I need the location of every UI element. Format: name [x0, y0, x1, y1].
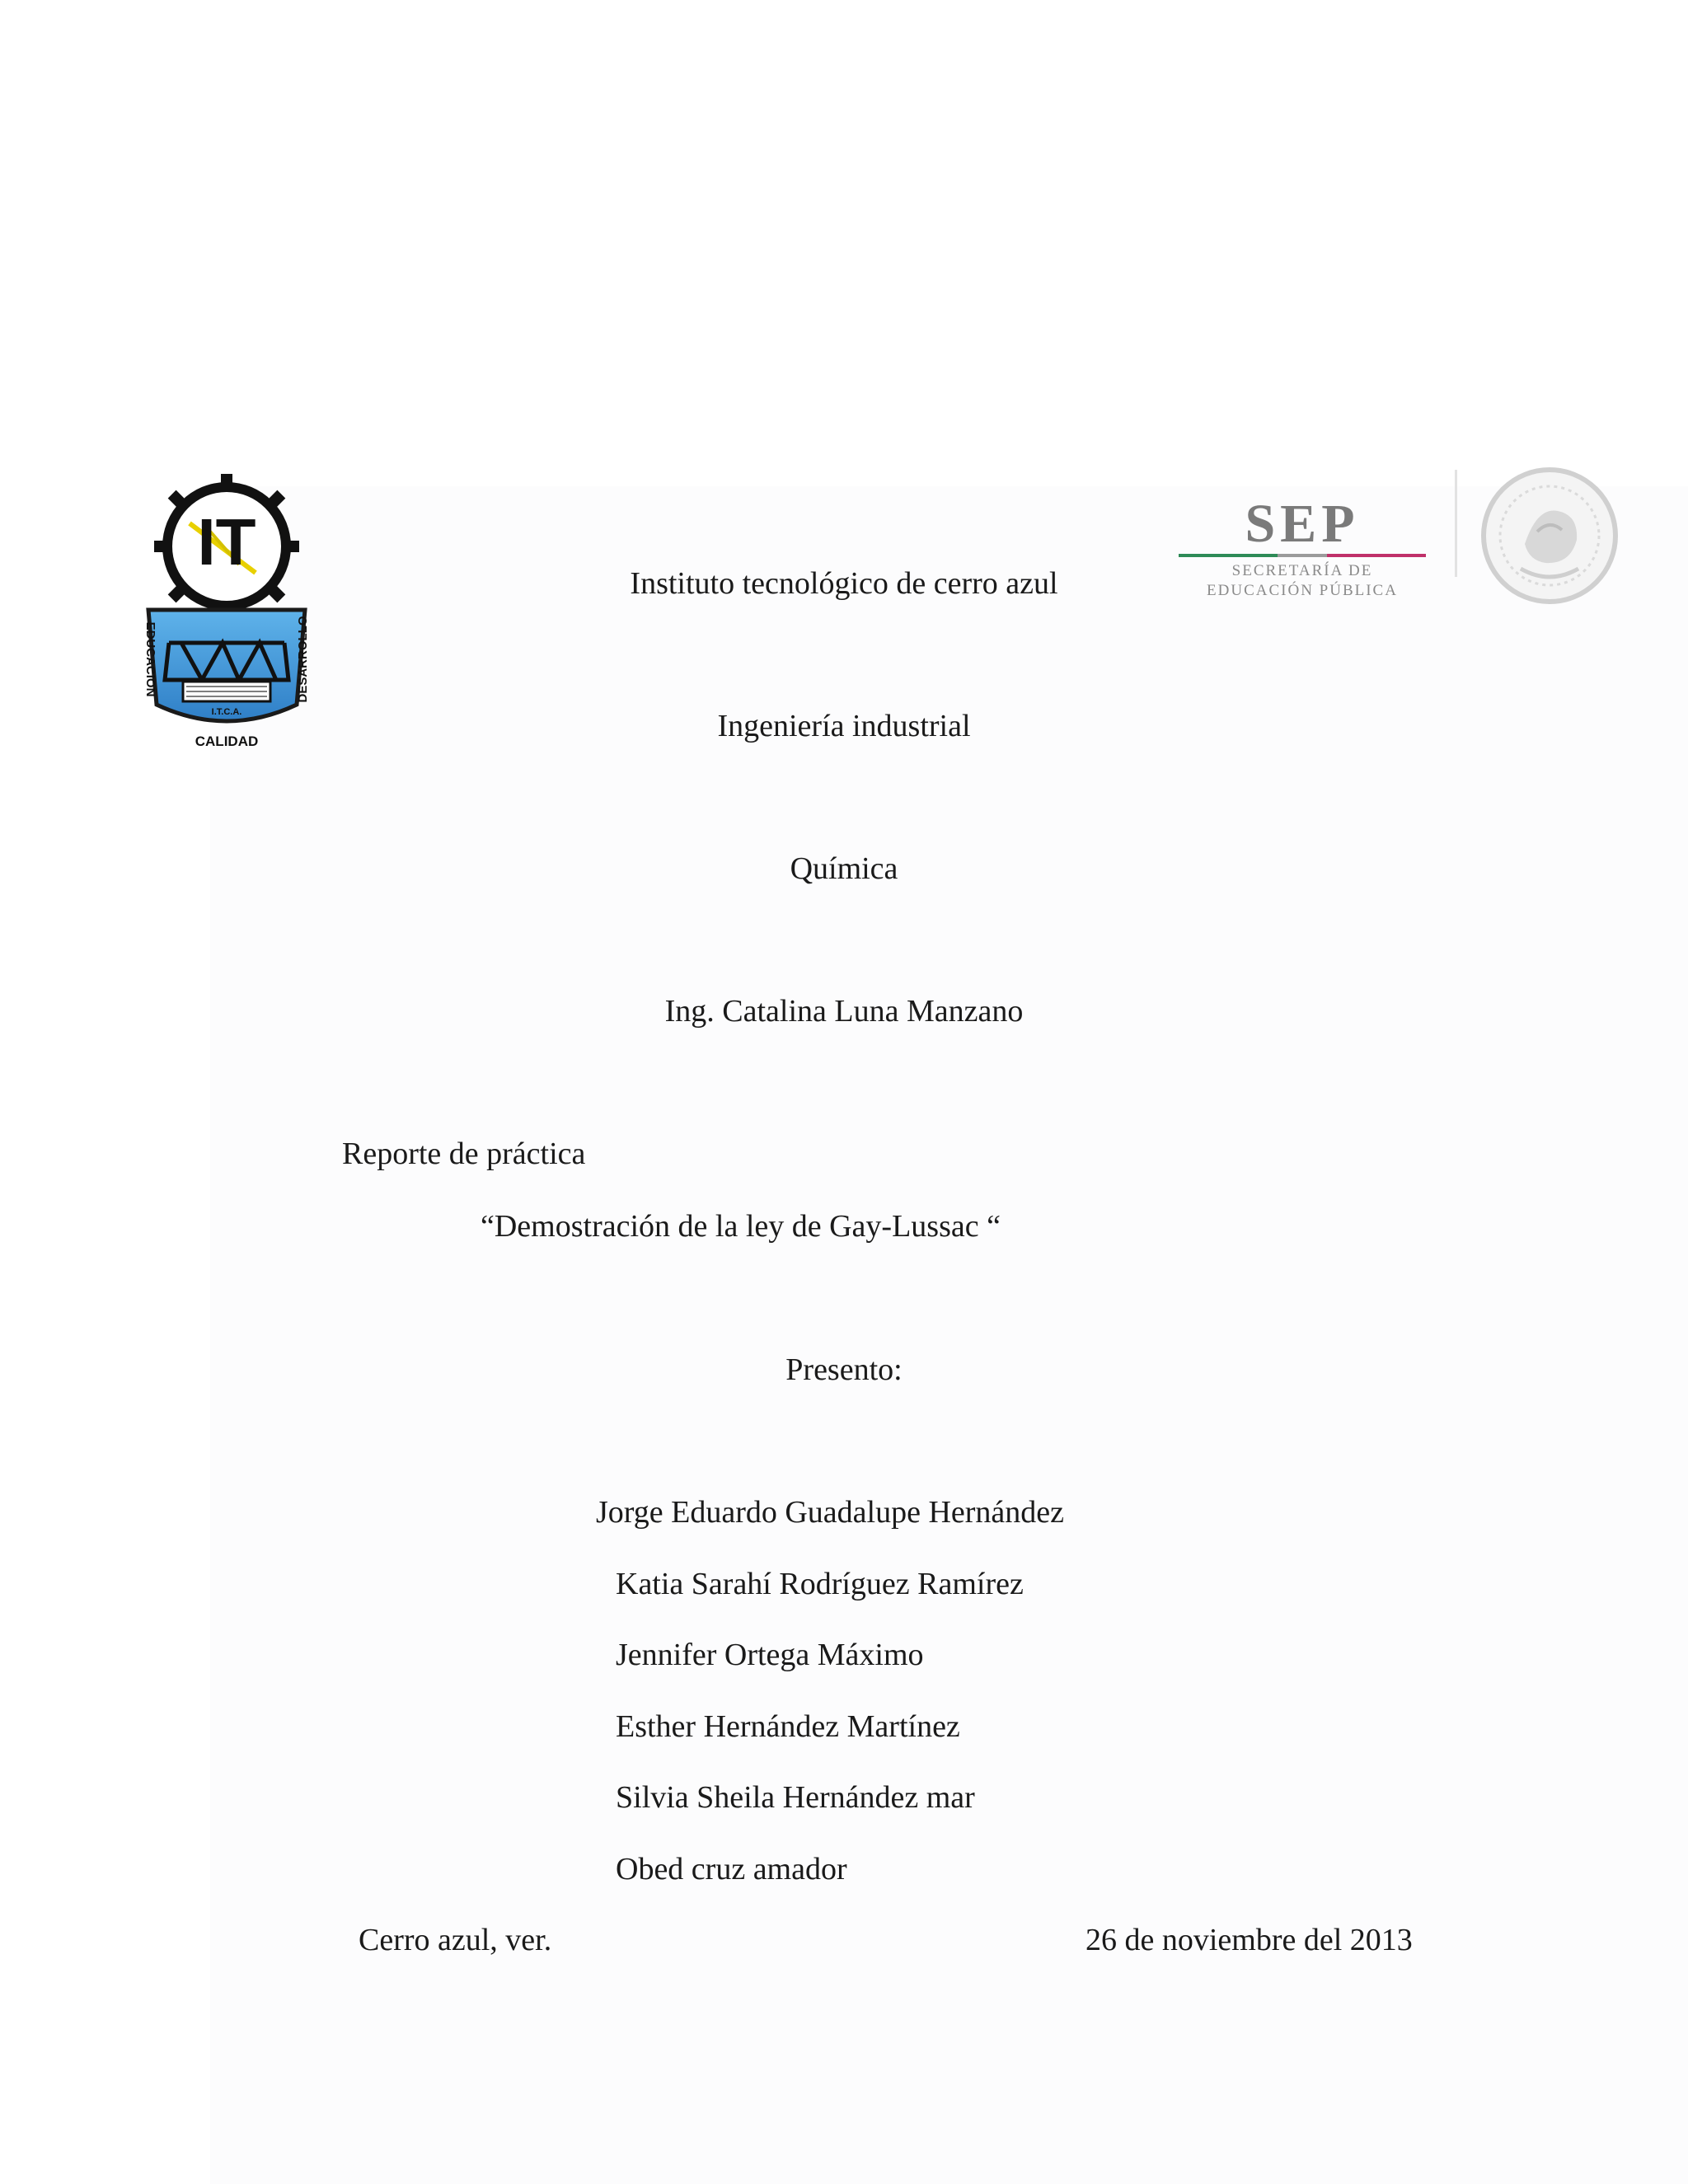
logo-plate-text: I.T.C.A.	[211, 707, 242, 717]
institute-name: Instituto tecnológico de cerro azul	[630, 566, 1058, 601]
author-6: Obed cruz amador	[616, 1852, 847, 1886]
logo-bottom-word: CALIDAD	[195, 733, 259, 749]
author-5: Silvia Sheila Hernández mar	[616, 1780, 975, 1815]
logo-left-word: EDUCACION	[143, 621, 157, 697]
sep-line-1: SECRETARÍA DE	[1231, 562, 1373, 579]
sep-line-2: EDUCACIÓN PÚBLICA	[1207, 582, 1398, 599]
sep-color-bar	[1179, 554, 1426, 557]
subject-name: Química	[790, 851, 898, 886]
teacher-name: Ing. Catalina Luna Manzano	[664, 994, 1024, 1029]
date: 26 de noviembre del 2013	[1085, 1923, 1413, 1957]
author-1: Jorge Eduardo Guadalupe Hernández	[596, 1495, 1065, 1530]
author-2: Katia Sarahí Rodríguez Ramírez	[616, 1567, 1024, 1601]
svg-text:IT: IT	[197, 505, 256, 579]
logo-divider	[1455, 470, 1457, 577]
sep-letters: SEP	[1245, 494, 1360, 554]
logo-right-word: DESARROLLO	[296, 616, 310, 703]
report-title: “Demostración de la ley de Gay-Lussac “	[481, 1209, 1001, 1244]
report-label: Reporte de práctica	[342, 1137, 586, 1171]
author-3: Jennifer Ortega Máximo	[616, 1638, 924, 1672]
presented-label: Presento:	[785, 1352, 903, 1387]
career-name: Ingeniería industrial	[717, 709, 971, 743]
author-4: Esther Hernández Martínez	[616, 1709, 960, 1744]
place: Cerro azul, ver.	[359, 1923, 552, 1957]
